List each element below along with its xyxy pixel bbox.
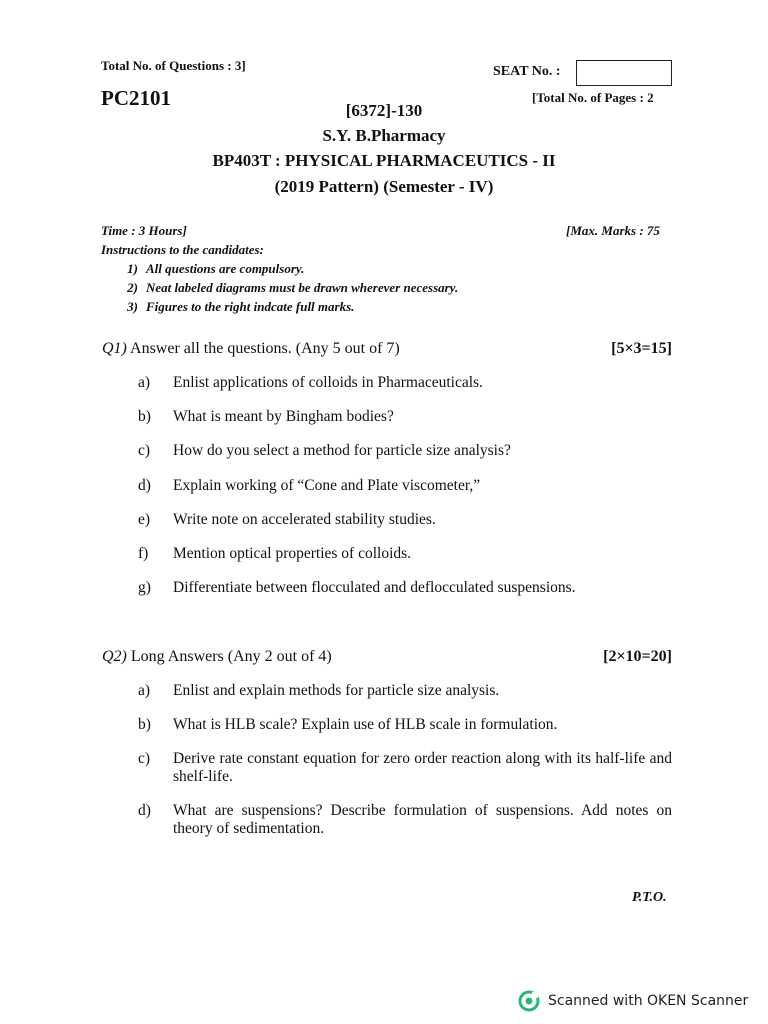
course-title: BP403T : PHYSICAL PHARMACEUTICS - II: [212, 151, 556, 170]
instruction-item: 3) Figures to the right indcate full marks.: [127, 299, 355, 314]
q1-heading: [102, 340, 672, 358]
pattern: (2019 Pattern) (Semester - IV): [274, 177, 494, 196]
total-questions: Total No. of Questions : 3]: [101, 58, 246, 73]
oken-scanner-logo-icon: [518, 990, 540, 1012]
q2-marks: [2×10=20]: [603, 648, 672, 665]
q2-item-c: c) Derive rate constant equation for zero order reaction along with its half-life and shelf-life.: [138, 750, 672, 785]
q2-title: Long Answers (Any 2 out of 4): [130, 648, 332, 665]
instruction-item: 1) All questions are compulsory.: [127, 261, 305, 276]
paper-code: PC2101: [101, 86, 171, 110]
total-pages: [Total No. of Pages : 2: [532, 90, 654, 105]
q1-number: Q1): [102, 340, 127, 357]
pto: P.T.O.: [632, 890, 667, 905]
exam-code: [6372]-130: [345, 101, 423, 120]
scanner-text: Scanned with OKEN Scanner: [548, 993, 749, 1009]
q2-heading: [102, 648, 672, 666]
seat-no-box: [576, 60, 672, 86]
instruction-item: 2) Neat labeled diagrams must be drawn wherever necessary.: [127, 280, 459, 295]
q2-number: Q2): [102, 648, 127, 665]
max-marks: [Max. Marks : 75: [566, 223, 660, 238]
time-label: Time : 3 Hours]: [101, 223, 187, 238]
q2-item-d: d) What are suspensions? Describe formulation of suspensions. Add notes on theory of sedimentation.: [138, 802, 672, 837]
q1-marks: [5×3=15]: [611, 340, 672, 357]
instructions-title: Instructions to the candidates:: [101, 242, 264, 257]
scanner-watermark: [518, 990, 748, 1012]
q1-title: Answer all the questions. (Any 5 out of 7): [130, 340, 400, 357]
program: S.Y. B.Pharmacy: [322, 126, 446, 145]
seat-no-label: SEAT No. :: [493, 64, 561, 79]
